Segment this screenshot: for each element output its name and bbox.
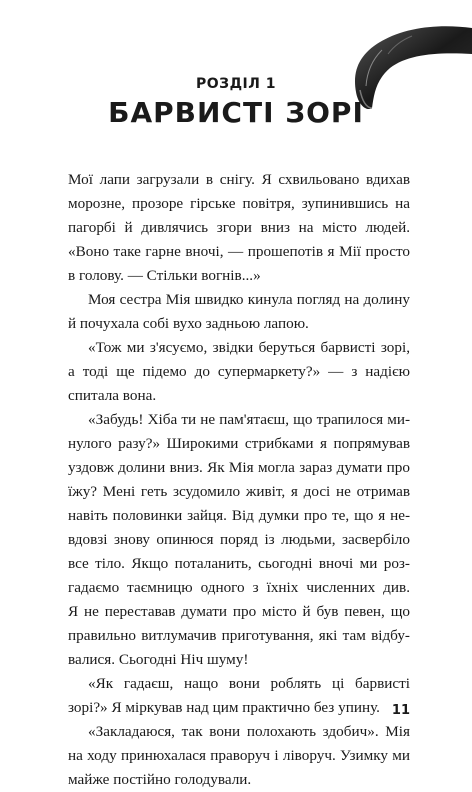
- text-line: «Воно таке гарне вночі, — прошепотів я Мії просто: [68, 243, 410, 260]
- text-line: «Як гадаєш, нащо вони роблять ці барвисті: [88, 675, 410, 692]
- text-line: й почухала собі вухо задньою лапою.: [68, 315, 309, 332]
- text-line: «Закладаюся, так вони полохають здобич». Мія: [88, 723, 410, 740]
- chapter-body-text: [68, 168, 410, 792]
- text-line: нулого разу?» Широкими стрибками я попрямував: [68, 435, 410, 452]
- text-line: а тоді ще підемо до супермаркету?» — з надією: [68, 363, 410, 380]
- page-number: 11: [391, 703, 410, 718]
- text-line: Я не переставав думати про місто й був певен, що: [68, 603, 410, 620]
- text-line: їжу? Мені геть зсудомило живіт, я досі не отримав: [68, 483, 410, 500]
- text-line: навіть половинки зайця. Від думки про те, що я не-: [68, 507, 410, 524]
- text-line: Моя сестра Мія швидко кинула погляд на долину: [88, 291, 410, 308]
- text-line: все тіло. Якщо поталанить, сьогодні вночі ми роз-: [68, 555, 410, 572]
- text-line: на ходу принюхалася праворуч і ліворуч. Узимку ми: [68, 747, 410, 764]
- chapter-title: БАРВИСТІ ЗОРІ: [108, 96, 364, 129]
- chapter-label: РОЗДІЛ 1: [195, 76, 277, 92]
- text-line: морозне, прозоре гірське повітря, зупинившись на: [68, 195, 410, 212]
- text-line: «Тож ми з'ясуємо, звідки беруться барвисті зорі,: [88, 339, 410, 356]
- text-line: валися. Сьогодні Ніч шуму!: [68, 651, 249, 668]
- text-line: в голову. — Стільки вогнів...»: [68, 267, 261, 284]
- text-line: пагорбі й дивлячись згори вниз на місто людей.: [68, 219, 410, 236]
- text-line: вдовзі знову опинюся поряд із людьми, засвербіло: [68, 531, 410, 548]
- text-line: правильно витлумачив приготування, які там відбу-: [68, 627, 410, 644]
- text-line: «Забудь! Хіба ти не пам'ятаєш, що трапилося ми-: [88, 411, 410, 428]
- text-line: уздовж долини вниз. Як Мія могла зараз думати про: [68, 459, 410, 476]
- text-line: спитала вона.: [68, 387, 157, 404]
- text-line: зорі?» Я міркував над цим практично без упину.: [68, 699, 380, 716]
- text-line: Мої лапи загрузали в снігу. Я схвильовано вдихав: [68, 171, 410, 188]
- text-line: майже постійно голодували.: [68, 771, 252, 788]
- text-line: гадаємо таємницю одного з їхніх численних див.: [68, 579, 410, 596]
